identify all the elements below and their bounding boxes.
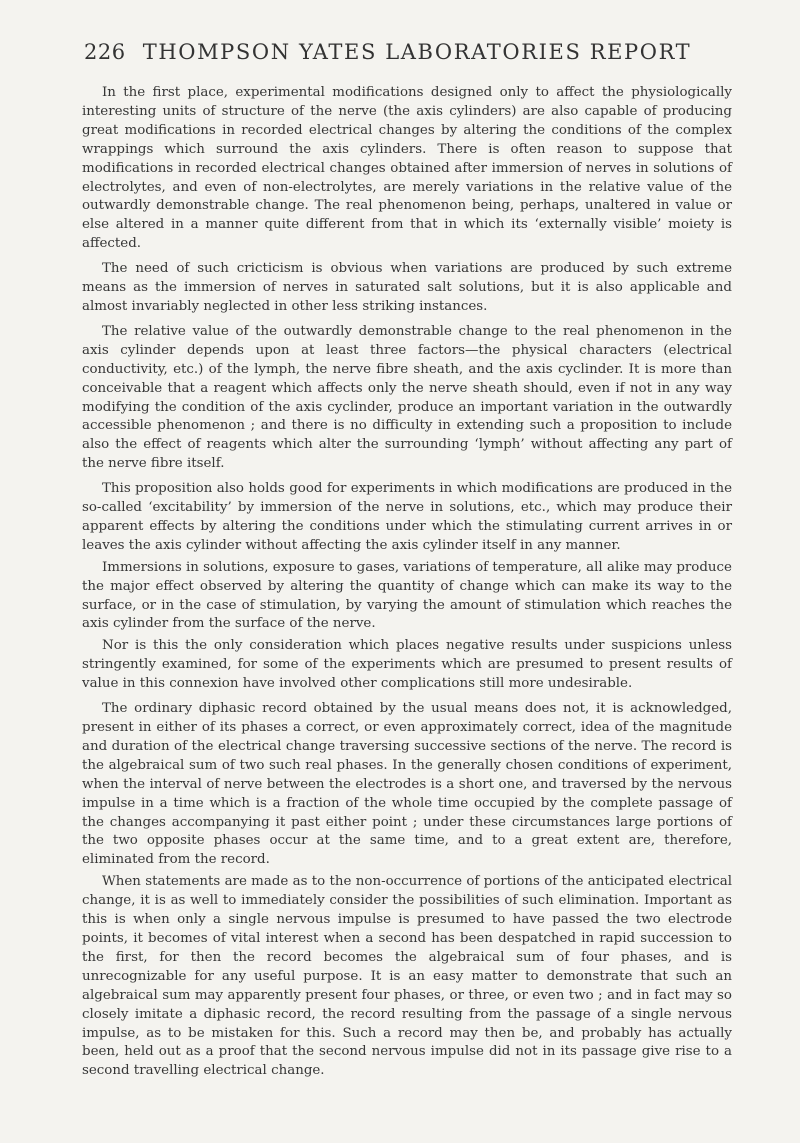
paragraph: The relative value of the outwardly demonstrable change to the real phenomenon in the axis cylinder depends upon at least three factors—the physical characters (electrical conductivity, etc.) of the lymph, the nerve fibre sheath, and the axis cyclinder. It is more than conceivable that a reagent which affects only the nerve sheath should, even if not in any way modifying the condition of the axis cyclinder, produce an important variation in the outwardly accessible phenomenon ; and there is no difficulty in extending such a proposition to include also the effect of reagents which alter the surrounding ‘lymph’ without affecting any part of the nerve fibre itself. (82, 323, 732, 472)
running-head: THOMPSON YATES LABORATORIES REPORT (142, 40, 692, 64)
paragraph: Immersions in solutions, exposure to gases, variations of temperature, all alike may produce the major effect observed by altering the quantity of change which can make its way to the surface, or in the case of stimulation, by varying the amount of stimulation which reaches the axis cylinder from the surface of the nerve. (82, 559, 732, 632)
paragraph: The need of such cricticism is obvious when variations are produced by such extreme means as the immersion of nerves in saturated salt solutions, but it is also applicable and almost invariably neglected in other less striking instances. (82, 261, 732, 314)
paragraph: The ordinary diphasic record obtained by the usual means does not, it is acknowledged, present in either of its phases a correct, or even approximately correct, idea of the magnitude and duration of the electrical change traversing successive sections of the nerve. The record is the algebraical sum of two such real phases. In the generally chosen conditions of experiment, when the interval of nerve between the electrodes is a short one, and traversed by the nervous impulse in a time which is a fraction of the whole time occupied by the complete passage of the changes accompanying it past either point ; under these circumstances large portions of the two opposite phases occur at the same time, and to a great extent are, therefore, eliminated from the record. (82, 701, 732, 868)
paragraph: In the first place, experimental modifications designed only to affect the physiologically interesting units of structure of the nerve (the axis cylinders) are also capable of producing great modifications in recorded electrical changes by altering the conditions of the complex wrappings which surround the axis cylinders. There is often reason to suppose that modifications in recorded electrical changes obtained after immersion of nerves in solutions of electrolytes, and even of non-electrolytes, are merely variations in the relative value of the outwardly demonstrable change. The real phenomenon being, perhaps, unaltered in value or else altered in a manner quite different from that in which its ‘externally visible’ moiety is affected. (82, 85, 732, 252)
paragraph: When statements are made as to the non-occurrence of portions of the anticipated electrical change, it is as well to immediately consider the possibilities of such elimination. Important as this is when only a single nervous impulse is presumed to have passed the two electrode points, it becomes of vital interest when a second has been despatched in rapid succession to the first, for then the record becomes the algebraical sum of four phases, and is unrecognizable for any useful purpose. It is an easy matter to demonstrate that such an algebraical sum may apparently present four phases, or three, or even two ; and in fact may so closely imitate a diphasic record, the record resulting from the passage of a single nervous impulse, as to be mistaken for this. Such a record may then be, and probably has actually been, held out as a proof that the second nervous impulse did not in its passage give rise to a second travelling electrical change. (82, 874, 732, 1079)
page-number: 226 (84, 40, 126, 64)
page-header (84, 40, 730, 70)
paragraph: This proposition also holds good for experiments in which modifications are produced in the so-called ‘excitability’ by immersion of the nerve in solutions, etc., which may produce their apparent effects by altering the conditions under which the stimulating current arrives in or leaves the axis cylinder without affecting the axis cylinder itself in any manner. (82, 481, 732, 553)
body-text (82, 84, 732, 1087)
paragraph: Nor is this the only consideration which places negative results under suspicions unless stringently examined, for some of the experiments which are presumed to present results of value in this connexion have involved other complications still more undesirable. (82, 638, 732, 692)
